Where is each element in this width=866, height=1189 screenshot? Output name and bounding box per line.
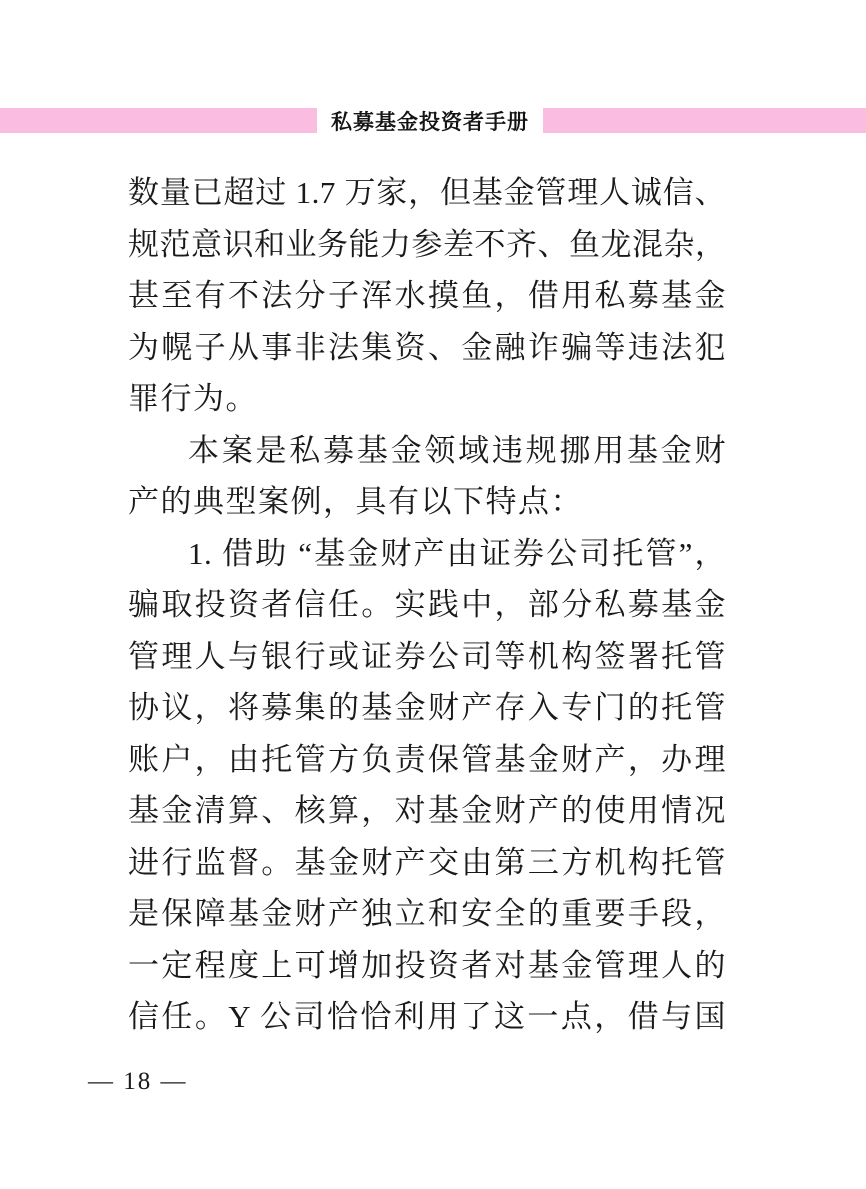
body-line: 管理人与银行或证券公司等机构签署托管: [128, 638, 726, 674]
body-line: 信任。Y 公司恰恰利用了这一点，借与国: [128, 999, 726, 1034]
body-line: 产的典型案例，具有以下特点：: [128, 484, 583, 519]
page-header-title: 私募基金投资者手册: [331, 110, 529, 134]
body-text: [128, 167, 726, 1043]
page-number: — 18 —: [88, 1068, 188, 1095]
header-title-box: [317, 101, 543, 140]
body-line: 进行监督。基金财产交由第三方机构托管: [128, 844, 726, 880]
body-line: 一定程度上可增加投资者对基金管理人的: [128, 947, 726, 983]
body-line: 数量已超过 1.7 万家，但基金管理人诚信、: [128, 175, 726, 210]
body-line: 规范意识和业务能力参差不齐、鱼龙混杂，: [128, 226, 726, 262]
body-line: 为幌子从事非法集资、金融诈骗等违法犯: [128, 329, 726, 365]
body-line: 骗取投资者信任。实践中，部分私募基金: [128, 587, 726, 622]
body-line: 账户，由托管方负责保管基金财产，办理: [128, 741, 726, 777]
body-line: 罪行为。: [128, 381, 258, 416]
body-line: 基金清算、核算，对基金财产的使用情况: [128, 793, 726, 828]
body-line: 甚至有不法分子浑水摸鱼，借用私募基金: [128, 278, 726, 313]
body-line: 本案是私募基金领域违规挪用基金财: [188, 432, 726, 468]
body-line: 1. 借助 “基金财产由证券公司托管”，: [188, 535, 726, 571]
body-line: 是保障基金财产独立和安全的重要手段，: [128, 896, 726, 931]
body-line: 协议，将募集的基金财产存入专门的托管: [128, 690, 726, 725]
